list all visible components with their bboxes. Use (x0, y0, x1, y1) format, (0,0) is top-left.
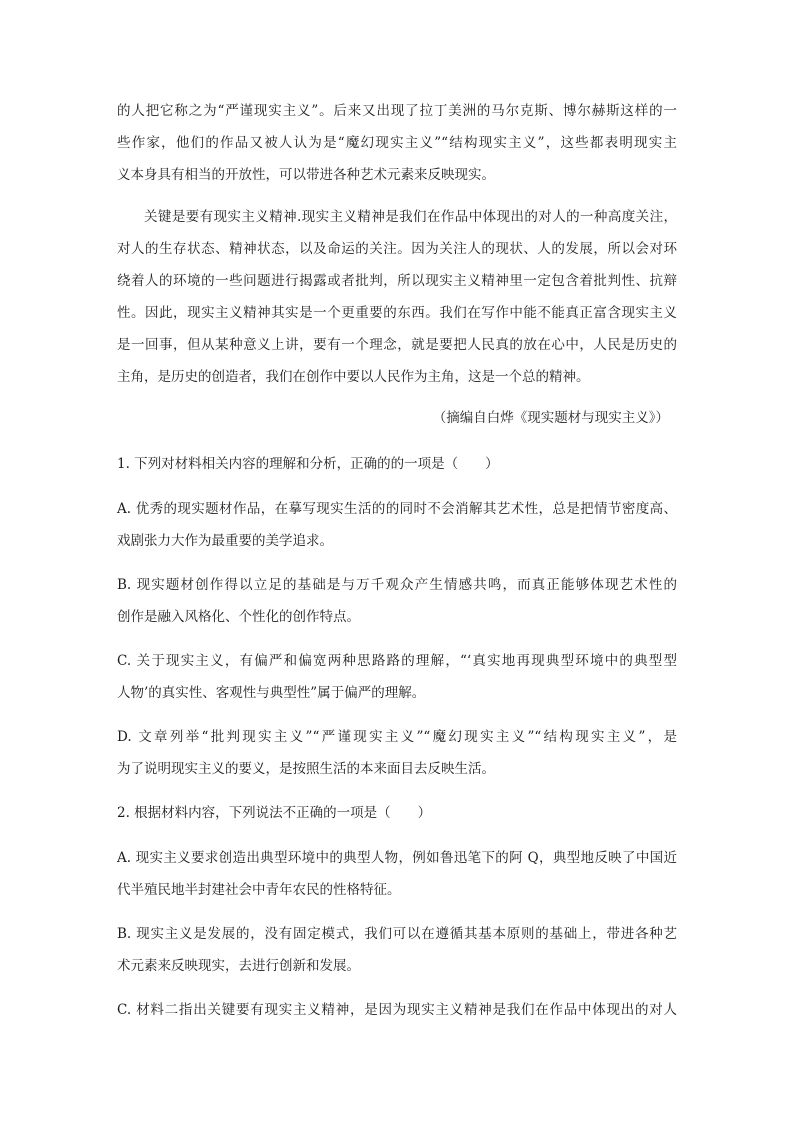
option-line: 戏剧张力大作为最重要的美学追求。 (117, 533, 333, 549)
paragraph-line: 对人的生存状态、精神状态，以及命运的关注。因为关注人的现状、人的发展，所以会对环 (117, 241, 677, 257)
option-b (117, 569, 677, 633)
passage-paragraph (117, 95, 677, 191)
paragraph-line: 义本身具有相当的开放性，可以带进各种艺术元素来反映现实。 (117, 167, 495, 183)
option-line: 创作是融入风格化、个性化的创作特点。 (117, 609, 360, 625)
passage-paragraph (117, 201, 677, 393)
paragraph-line: 些作家，他们的作品又被人认为是“魔幻现实主义”“结构现实主义”，这些都表明现实主 (117, 135, 677, 151)
paragraph-line: 性。因此，现实主义精神其实是一个更重要的东西。我们在写作中能不能真正富含现实主义 (117, 305, 677, 321)
option-c (117, 994, 677, 1026)
option-a (117, 493, 677, 557)
option-line: 为了说明现实主义的要义，是按照生活的本来面目去反映生活。 (117, 761, 495, 777)
paragraph-line: 的人把它称之为“严谨现实主义”。后来又出现了拉丁美洲的马尔克斯、博尔赫斯这样的一 (117, 103, 677, 119)
option-b (117, 918, 677, 982)
document-page (117, 95, 677, 1026)
option-line: A. 优秀的现实题材作品，在摹写现实生活的的同时不会消解其艺术性，总是把情节密度高、 (117, 501, 677, 517)
option-line: B. 现实题材创作得以立足的基础是与万千观众产生情感共鸣，而真正能够体现艺术性的 (117, 577, 677, 593)
option-line: C. 关于现实主义，有偏严和偏宽两种思路路的理解，“‘真实地再现典型环境中的典型型 (117, 653, 677, 669)
option-line: D. 文章列举“批判现实主义”“严谨现实主义”“魔幻现实主义”“结构现实主义”，是 (117, 729, 677, 745)
option-line: 代半殖民地半封建社会中青年农民的性格特征。 (117, 882, 401, 898)
option-line: C. 材料二指出关键要有现实主义精神，是因为现实主义精神是我们在作品中体现出的对人 (117, 1002, 677, 1018)
option-c (117, 645, 677, 709)
question-1 (117, 448, 677, 785)
option-line: B. 现实主义是发展的，没有固定模式，我们可以在遵循其基本原则的基础上，带进各种艺 (117, 926, 677, 942)
question-stem: 1. 下列对材料相关内容的理解和分析，正确的的一项是（ ） (117, 456, 499, 472)
paragraph-line: 绕着人的环境的一些问题进行揭露或者批判，所以现实主义精神里一定包含着批判性、抗辩 (117, 273, 677, 289)
paragraph-line: 主角，是历史的创造者，我们在创作中要以人民作为主角，这是一个总的精神。 (117, 369, 590, 385)
option-a (117, 842, 677, 906)
question-stem: 2. 根据材料内容，下列说法不正确的一项是（ ） (117, 805, 432, 821)
option-line: A. 现实主义要求创造出典型环境中的典型人物，例如鲁迅笔下的阿 Q，典型地反映了中国近 (117, 850, 677, 866)
question-2 (117, 797, 677, 1026)
source-attribution: （摘编自白烨《现实题材与现实主义》） (432, 410, 669, 426)
paragraph-line: 是一回事，但从某种意义上讲，要有一个理念，就是要把人民真的放在心中，人民是历史的 (117, 337, 677, 353)
option-d (117, 721, 677, 785)
option-line: 术元素来反映现实，去进行创新和发展。 (117, 958, 360, 974)
option-line: 人物’的真实性、客观性与典型性”属于偏严的理解。 (117, 685, 426, 701)
paragraph-line: 关键是要有现实主义精神.现实主义精神是我们在作品中体现出的对人的一种高度关注， (144, 209, 677, 225)
